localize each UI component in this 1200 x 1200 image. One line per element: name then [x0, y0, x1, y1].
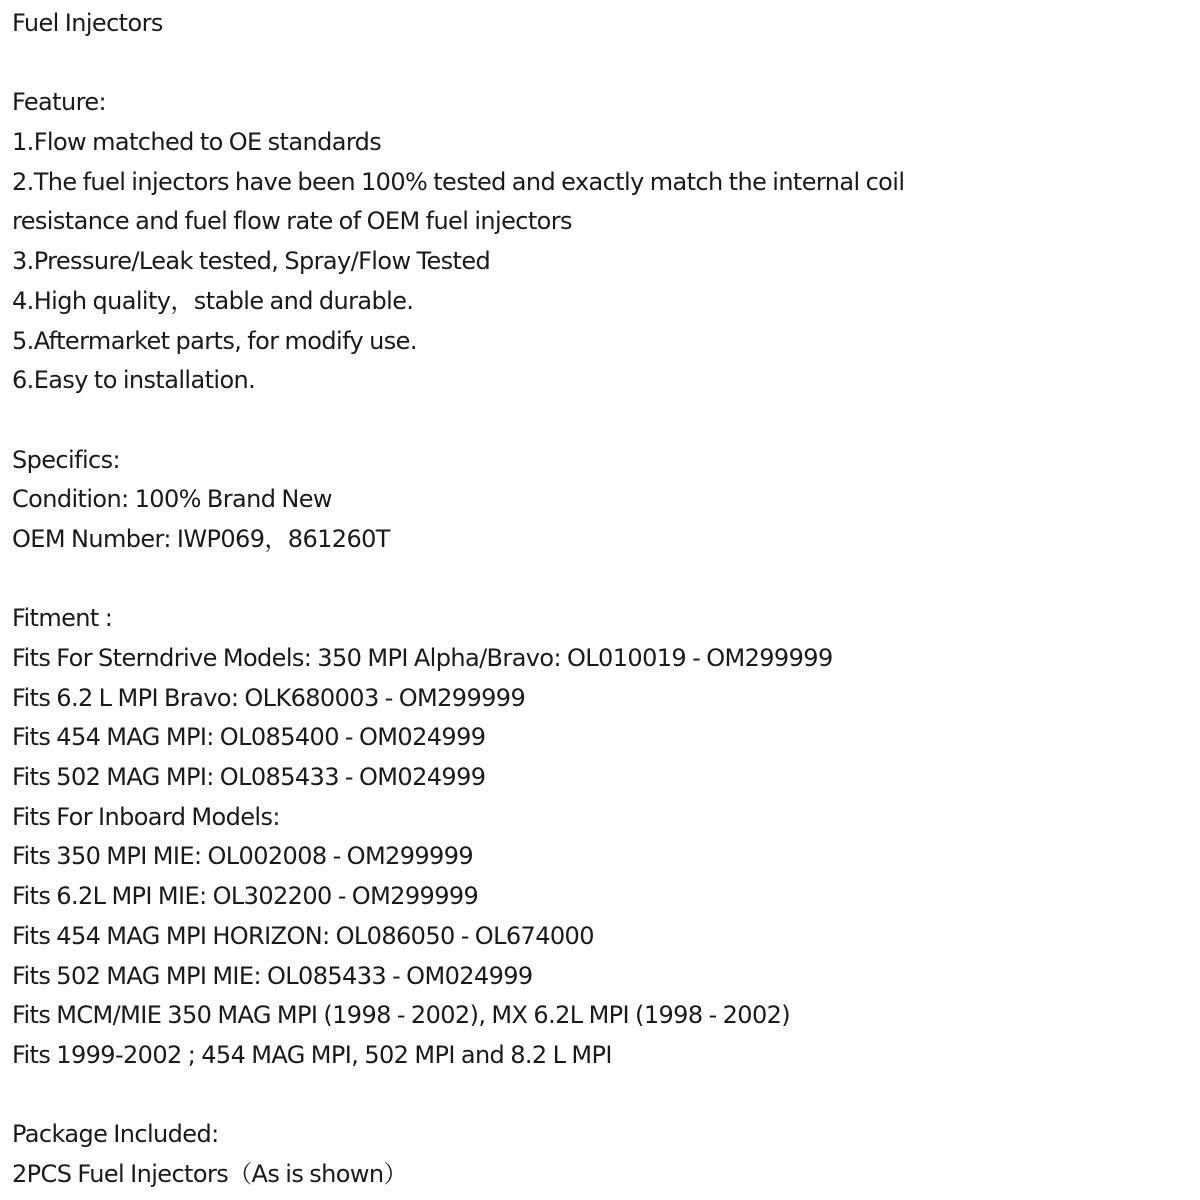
fitment-item: Fits 1999-2002 ; 454 MAG MPI, 502 MPI and 8.2 L MPI — [12, 1040, 612, 1069]
feature-item: 2.The fuel injectors have been 100% tested and exactly match the internal coil — [12, 167, 905, 196]
fitment-item: Fits 6.2L MPI MIE: OL302200 - OM299999 — [12, 882, 479, 911]
fitment-item: Fits 6.2 L MPI Bravo: OLK680003 - OM299999 — [12, 683, 526, 712]
spacer — [12, 44, 1192, 84]
fitment-item: Fits 454 MAG MPI: OL085400 - OM024999 — [12, 723, 486, 752]
spacer — [12, 560, 1192, 600]
fitment-section — [12, 599, 1192, 1075]
feature-item: 6.Easy to installation. — [12, 366, 256, 395]
package-heading: Package Included: — [12, 1120, 219, 1149]
fitment-item: Fits For Inboard Models: — [12, 802, 280, 831]
condition-text: Condition: 100% Brand New — [12, 485, 332, 514]
fitment-heading: Fitment : — [12, 604, 113, 633]
package-section — [12, 1115, 1192, 1194]
feature-item: 5.Aftermarket parts, for modify use. — [12, 326, 417, 355]
feature-item: 1.Flow matched to OE standards — [12, 128, 382, 157]
fitment-item: Fits 350 MPI MIE: OL002008 - OM299999 — [12, 842, 474, 871]
product-description — [12, 4, 1192, 1195]
specifics-section — [12, 441, 1192, 560]
feature-item: 4.High quality，stable and durable. — [12, 286, 414, 315]
fitment-item: Fits 454 MAG MPI HORIZON: OL086050 - OL674000 — [12, 921, 594, 950]
fitment-item: Fits MCM/MIE 350 MAG MPI (1998 - 2002), MX 6.2L MPI (1998 - 2002) — [12, 1001, 791, 1030]
feature-item: 3.Pressure/Leak tested, Spray/Flow Tested — [12, 247, 491, 276]
fitment-item: Fits 502 MAG MPI: OL085433 - OM024999 — [12, 763, 486, 792]
feature-section — [12, 83, 1192, 401]
document-title: Fuel Injectors — [12, 9, 163, 37]
spacer — [12, 1076, 1192, 1116]
package-item: 2PCS Fuel Injectors（As is shown） — [12, 1159, 407, 1188]
fitment-item: Fits For Sterndrive Models: 350 MPI Alpha/Bravo: OL010019 - OM299999 — [12, 644, 833, 672]
fitment-item: Fits 502 MAG MPI MIE: OL085433 - OM024999 — [12, 961, 533, 990]
oem-number-text: OEM Number: IWP069，861260T — [12, 524, 390, 553]
specifics-heading: Specifics: — [12, 445, 121, 474]
spacer — [12, 401, 1192, 441]
feature-heading: Feature: — [12, 88, 106, 117]
feature-item: resistance and fuel flow rate of OEM fuel injectors — [12, 207, 572, 236]
